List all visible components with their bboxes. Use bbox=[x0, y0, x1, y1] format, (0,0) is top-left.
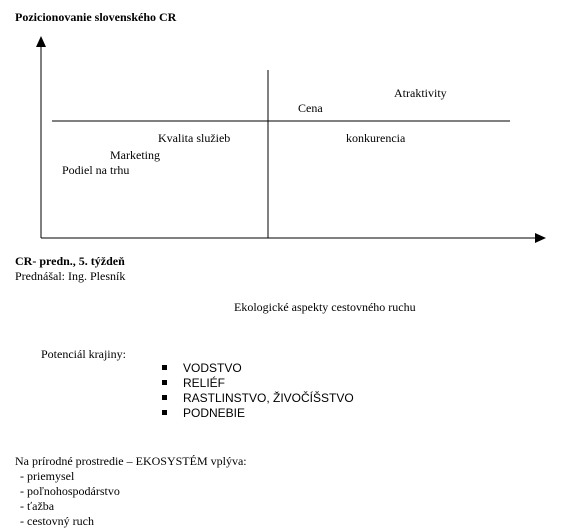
y-axis-arrow bbox=[36, 36, 46, 47]
ecosystem-item: - poľnohospodárstvo bbox=[20, 484, 120, 498]
label-cena: Cena bbox=[298, 101, 323, 115]
bullet-icon bbox=[162, 365, 167, 370]
bullet-icon bbox=[162, 380, 167, 385]
section-title: Ekologické aspekty cestovného ruchu bbox=[234, 300, 416, 314]
ecosystem-item: - priemysel bbox=[20, 469, 75, 483]
potential-item: PODNEBIE bbox=[183, 406, 246, 420]
positioning-diagram bbox=[0, 0, 562, 260]
bullet-icon bbox=[162, 395, 167, 400]
potential-item: RASTLINSTVO, ŽIVOČÍŠSTVO bbox=[183, 391, 354, 405]
label-podiel-na-trhu: Podiel na trhu bbox=[62, 163, 130, 177]
potential-item: RELIÉF bbox=[183, 376, 226, 390]
label-konkurencia: konkurencia bbox=[346, 131, 406, 145]
potential-item: VODSTVO bbox=[183, 361, 242, 375]
ecosystem-item: - ťažba bbox=[20, 499, 55, 513]
diagram-title: Pozicionovanie slovenského CR bbox=[15, 10, 177, 24]
potential-heading: Potenciál krajiny: bbox=[41, 347, 126, 361]
lecturer: Prednášal: Ing. Plesník bbox=[15, 269, 126, 283]
ecosystem-heading: Na prírodné prostredie – EKOSYSTÉM vplýva: bbox=[15, 454, 247, 468]
x-axis-arrow bbox=[535, 233, 546, 243]
label-marketing: Marketing bbox=[110, 148, 160, 162]
ecosystem-item: - cestovný ruch bbox=[20, 514, 94, 528]
label-atraktivity: Atraktivity bbox=[394, 86, 447, 100]
bullet-icon bbox=[162, 410, 167, 415]
course-title: CR- predn., 5. týždeň bbox=[15, 254, 125, 268]
label-kvalita-sluzieb: Kvalita služieb bbox=[158, 131, 231, 145]
